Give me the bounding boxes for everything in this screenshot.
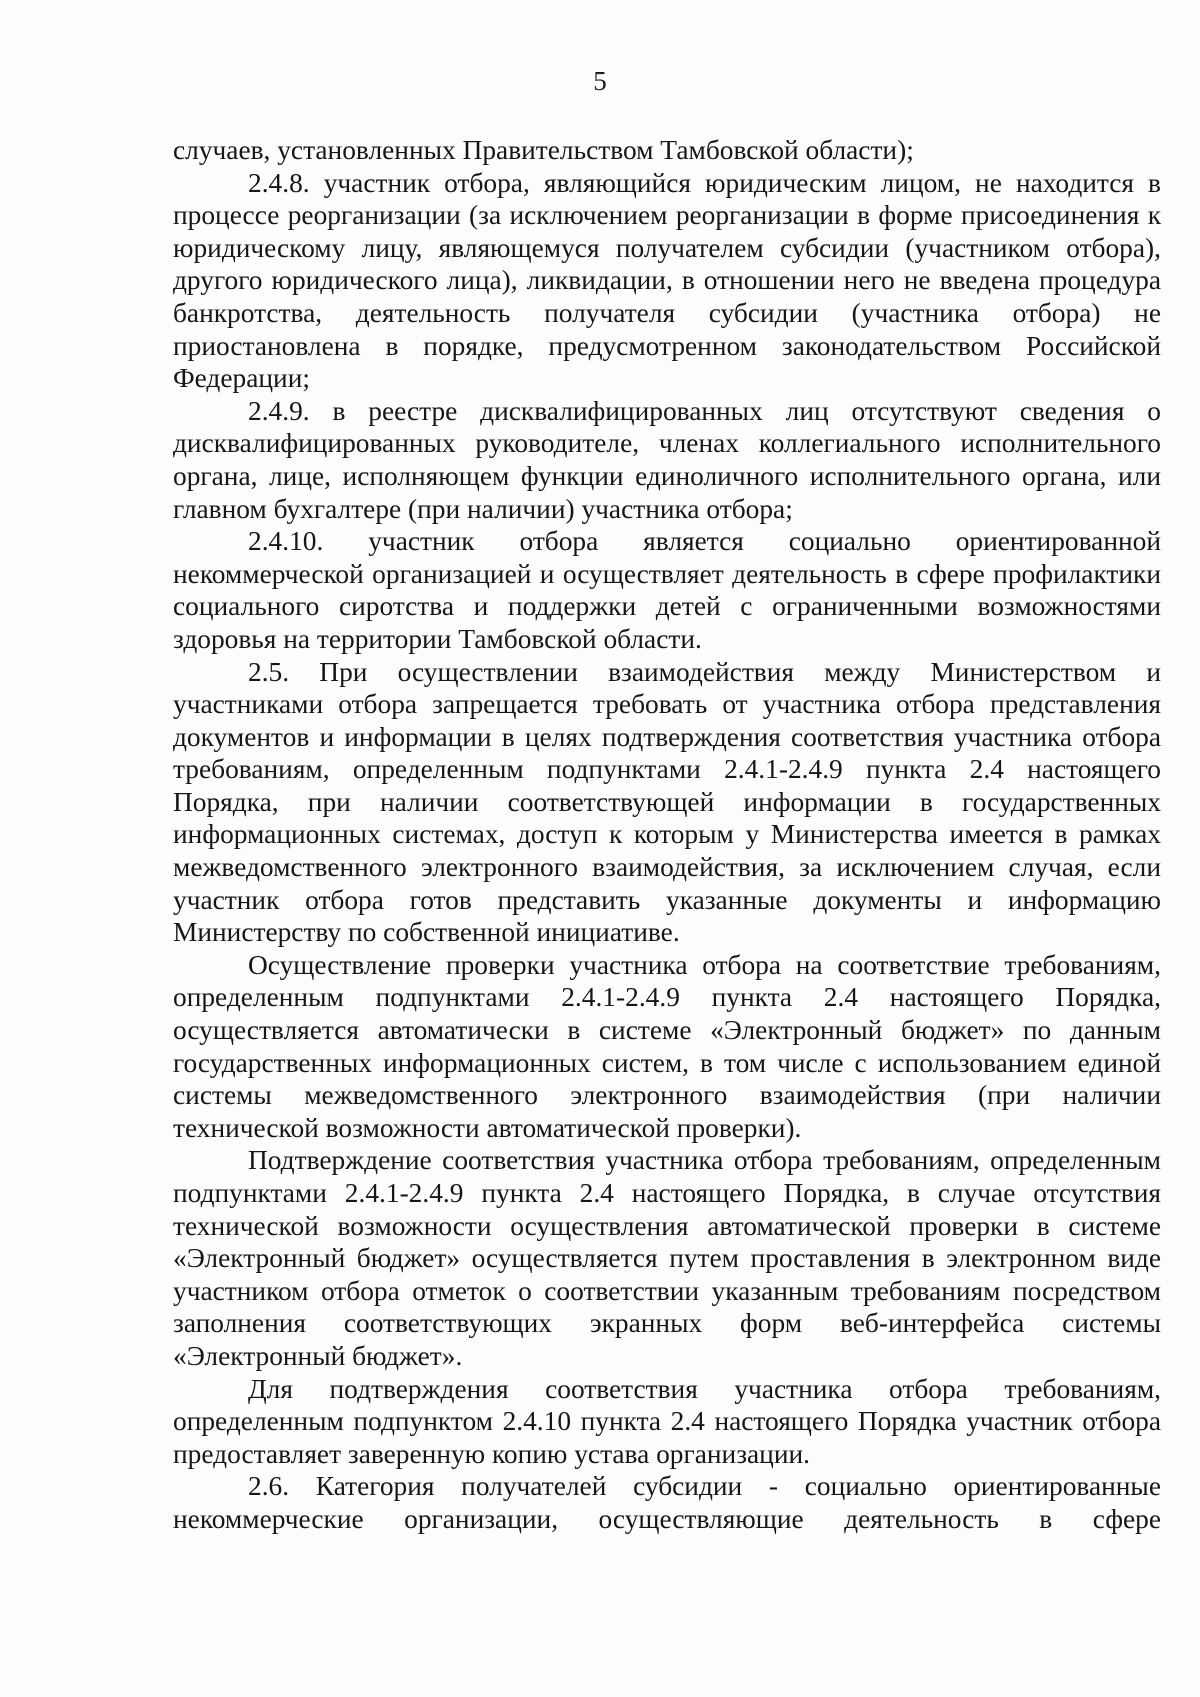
paragraph-continuation: случаев, установленных Правительством Тамбовской области); — [173, 135, 914, 165]
paragraph-2-5: 2.5. При осуществлении взаимодействия между Министерством и участниками отбора запрещается требовать от участника отбора представления документов и информации в целях подтверждения соответствия участника отбора требованиям, определенным подпунктами 2.4.1-2.4.9 пункта 2.4 настоящего Порядка, при наличии соответствующей информации в государственных информационных системах, доступ к которым у Министерства имеется в рамках межведомственного электронного взаимодействия, за исключением случая, если участник отбора готов представить указанные документы и информацию Министерству по собственной инициативе. — [173, 656, 1161, 948]
paragraph-confirmation: Подтверждение соответствия участника отбора требованиям, определенным подпунктами 2.4.1-2.4.9 пункта 2.4 настоящего Порядка, в случае отсутствия технической возможности осуществления автоматической проверки в системе «Электронный бюджет» осуществляется путем проставления в электронном виде участником отбора отметок о соответствии указанным требованиям посредством заполнения соответствующих экранных форм веб-интерфейса системы «Электронный бюджет». — [173, 1145, 1161, 1371]
document-body — [173, 134, 1161, 1536]
paragraph-2-4-10: 2.4.10. участник отбора является социально ориентированной некоммерческой организацией и осуществляет деятельность в сфере профилактики социального сиротства и поддержки детей с ограниченными возможностями здоровья на территории Тамбовской области. — [173, 526, 1161, 654]
paragraph-automatic-check: Осуществление проверки участника отбора на соответствие требованиям, определенным подпунктами 2.4.1-2.4.9 пункта 2.4 настоящего Порядка, осуществляется автоматически в системе «Электронный бюджет» по данным государственных информационных систем, в том числе с использованием единой системы межведомственного электронного взаимодействия (при наличии технической возможности автоматической проверки). — [173, 949, 1161, 1143]
paragraph-charter-copy: Для подтверждения соответствия участника отбора требованиям, определенным подпунктом 2.4.10 пункта 2.4 настоящего Порядка участник отбора предоставляет заверенную копию устава организации. — [173, 1373, 1161, 1469]
paragraph-2-6: 2.6. Категория получателей субсидии - социально ориентированные некоммерческие организации, осуществляющие деятельность в сфере — [173, 1471, 1161, 1534]
page-number: 5 — [593, 66, 607, 96]
paragraph-2-4-9: 2.4.9. в реестре дисквалифицированных лиц отсутствуют сведения о дисквалифицированных руководителе, членах коллегиального исполнительного органа, лице, исполняющем функции единоличного исполнительного органа, или главном бухгалтере (при наличии) участника отбора; — [173, 395, 1161, 524]
paragraph-2-4-8: 2.4.8. участник отбора, являющийся юридическим лицом, не находится в процессе реорганизации (за исключением реорганизации в форме присоединения к юридическому лицу, являющемуся получателем субсидии (участником отбора), другого юридического лица), ликвидации, в отношении него не введена процедура банкротства, деятельность получателя субсидии (участника отбора) не приостановлена в порядке, предусмотренном законодательством Российской Федерации; — [173, 167, 1161, 394]
